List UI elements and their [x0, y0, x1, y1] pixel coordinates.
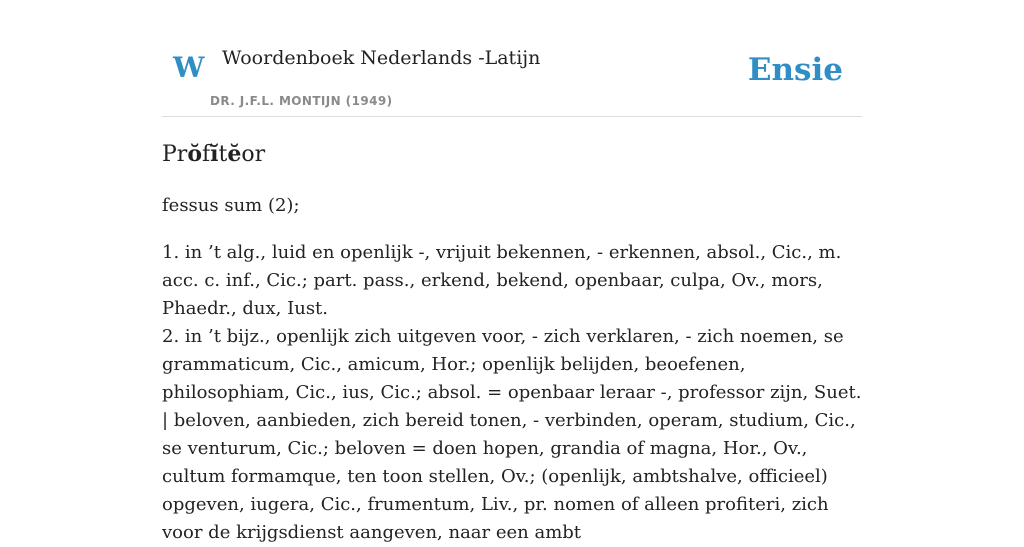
headword-mark: ĕ	[227, 141, 242, 167]
entry-sense-1: 1. in ’t alg., luid en openlijk -, vrijuit bekennen, - erkennen, absol., Cic., m. acc. c. inf., Cic.; part. pass., erkend, bekend, openbaar, culpa, Ov., mors, Phaedr., dux, Iust.	[162, 242, 842, 319]
headword-part: or	[241, 142, 266, 167]
headword-mark: ĭ	[210, 141, 219, 167]
entry-sense-2: 2. in ’t bijz., openlijk zich uitgeven voor, - zich verklaren, - zich noemen, se grammaticum, Cic., amicum, Hor.; openlijk belijden, beoefenen, philosophiam, Cic., ius, Cic.; absol. = openbaar leraar -, professor zijn, Suet. | beloven, aanbieden, zich bereid tonen, - verbinden, operam, studium, Cic., se venturum, Cic.; beloven = doen hopen, grandia of magna, Hor., Ov., cultum formamque, ten toon stellen, Ov.; (openlijk, ambtshalve, officieel) opgeven, iugera, Cic., frumentum, Liv., pr. nomen of alleen profiteri, zich voor de krijgsdienst aangeven, naar een ambt	[162, 326, 862, 543]
site-header	[162, 0, 862, 117]
ensie-logo[interactable]: Ensie	[747, 52, 843, 88]
entry-article	[162, 192, 862, 547]
dictionary-title[interactable]: Woordenboek Nederlands -Latijn	[222, 47, 541, 69]
entry-headword	[162, 138, 265, 171]
entry-lead: fessus sum (2);	[162, 195, 300, 216]
headword-part: f	[202, 142, 211, 167]
headword-part: t	[218, 142, 228, 167]
headword-part: Pr	[162, 142, 188, 167]
headword-mark: ŏ	[187, 141, 203, 167]
dictionary-logo[interactable]: W	[173, 51, 205, 84]
dictionary-author: DR. J.F.L. MONTIJN (1949)	[210, 94, 393, 108]
